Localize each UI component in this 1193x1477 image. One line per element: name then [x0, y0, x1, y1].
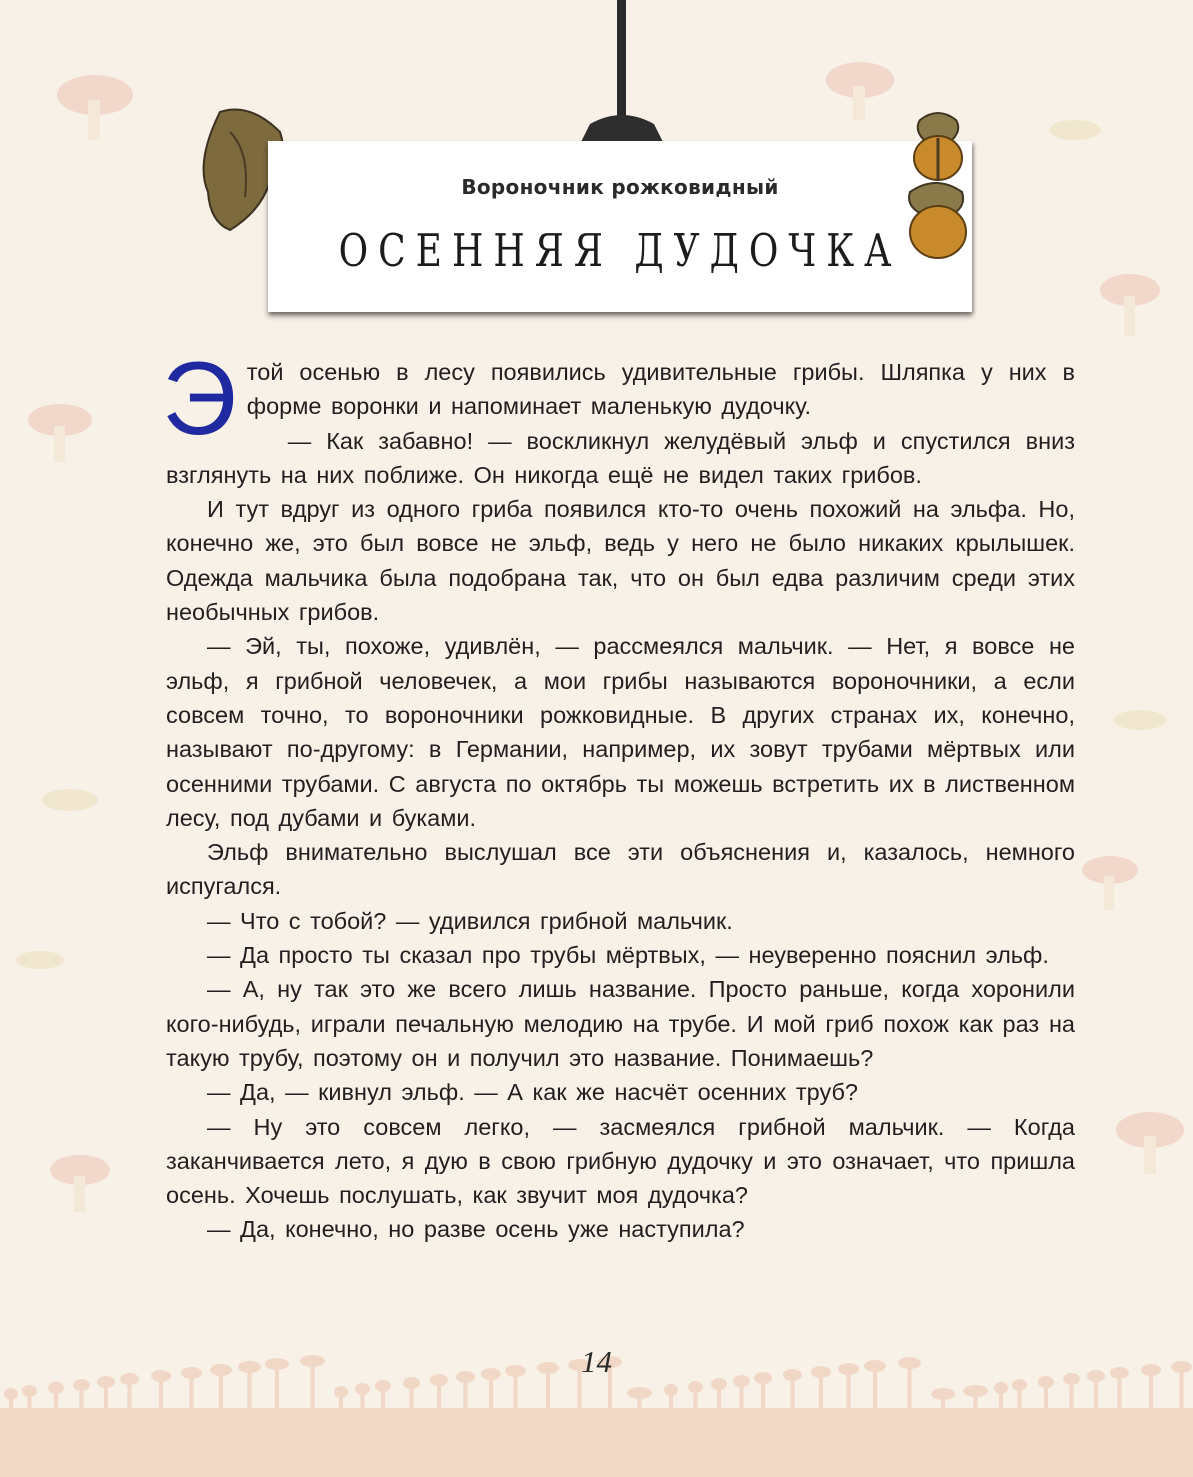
story-paragraph: — Эй, ты, похоже, удивлён, — рассмеялся мальчик. — Нет, я вовсе не эльф, я грибной человечек, а мои грибы называются вороночники, а если совсем точно, то вороночники рожковидные. В других странах их, конечно, называют по-другому: в Германии, например, их зовут трубами мёртвых или осенними трубами. С августа по октябрь ты можешь встретить их в лиственном лесу, под дубами и буками. [166, 633, 1075, 831]
species-subtitle: Вороночник рожковидный [461, 175, 779, 199]
story-paragraph: — Что с тобой? — удивился грибной мальчик. [207, 907, 733, 934]
story-paragraph: — Как забавно! — воскликнул желудёвый эльф и спустился вниз взглянуть на них поближе. Он никогда ещё не видел таких грибов. [166, 427, 1075, 488]
story-paragraph: И тут вдруг из одного гриба появился кто-то очень похожий на эльфа. Но, конечно же, это был вовсе не эльф, ведь у него не было никаких крылышек. Одежда мальчика была подобрана так, что он был едва различим среди этих необычных грибов. [166, 496, 1075, 626]
story-text [162, 341, 1075, 1247]
story-paragraph: — Да, — кивнул эльф. — А как же насчёт осенних труб? [207, 1079, 858, 1106]
drop-cap: Э [162, 341, 237, 457]
story-paragraph: Эльф внимательно выслушал все эти объяснения и, казалось, немного испугался. [166, 839, 1075, 900]
chapter-title-card [268, 141, 972, 312]
page-number: 14 [581, 1344, 612, 1379]
story-paragraph: — Да, конечно, но разве осень уже наступила? [207, 1216, 745, 1243]
story-paragraph: — Ну это совсем легко, — засмеялся грибной мальчик. — Когда заканчивается лето, я дую в свою грибную дудочку и это означает, что пришла осень. Хочешь послушать, как звучит моя дудочка? [166, 1113, 1075, 1209]
story-paragraph: Этой осенью в лесу появились удивительные грибы. Шляпка у них в форме воронки и напоминает маленькую дудочку. [162, 341, 1075, 457]
footer-ground [0, 1408, 1193, 1477]
story-paragraph: — Да просто ты сказал про трубы мёртвых, — неуверенно пояснил эльф. [207, 942, 1049, 969]
story-paragraph: — А, ну так это же всего лишь название. Просто раньше, когда хоронили кого-нибудь, играли печальную мелодию на трубе. И мой гриб похож как раз на такую трубу, поэтому он и получил это название. Понимаешь? [166, 976, 1075, 1071]
sign-hanging-cord [617, 0, 626, 122]
acorns-illustration [890, 108, 990, 266]
chapter-title: ОСЕННЯЯ ДУДОЧКА [338, 225, 902, 278]
